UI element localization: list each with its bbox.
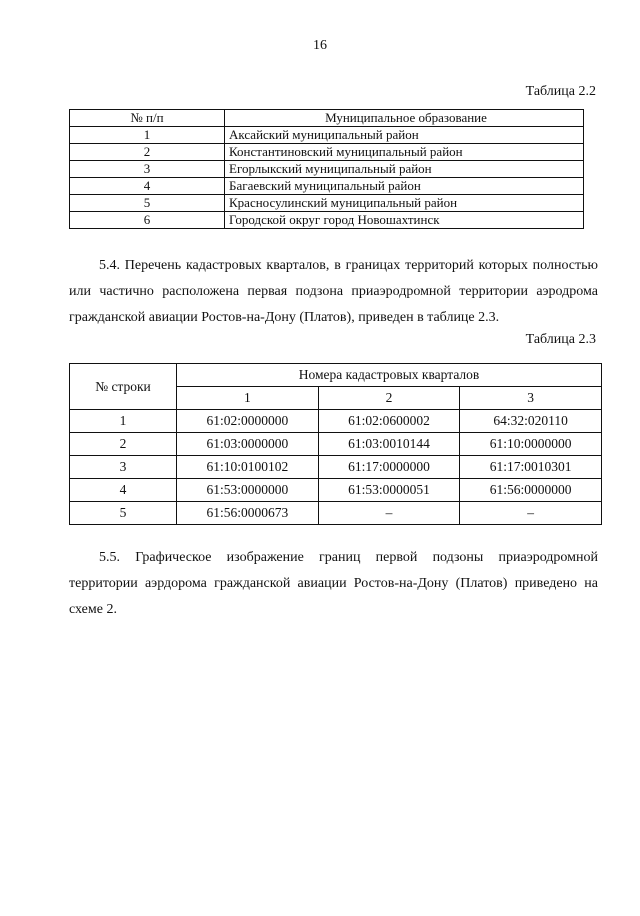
row-num: 5 — [70, 195, 225, 212]
table-row — [70, 502, 602, 525]
table-row — [70, 144, 584, 161]
cadastral-cell: 61:10:0000000 — [460, 433, 602, 456]
cadastral-cell: 61:02:0000000 — [177, 410, 319, 433]
table-2-2-caption: Таблица 2.2 — [525, 84, 596, 99]
row-municipality: Аксайский муниципальный район — [225, 127, 584, 144]
table-row — [70, 212, 584, 229]
row-municipality: Багаевский муниципальный район — [225, 178, 584, 195]
header-col-2: 2 — [318, 387, 460, 410]
header-cadastral-group: Номера кадастровых кварталов — [177, 364, 602, 387]
cadastral-cell: 64:32:020110 — [460, 410, 602, 433]
row-number: 1 — [70, 410, 177, 433]
row-municipality: Константиновский муниципальный район — [225, 144, 584, 161]
cadastral-cell: 61:56:0000673 — [177, 502, 319, 525]
cadastral-cell: 61:02:0600002 — [318, 410, 460, 433]
table-row — [70, 410, 602, 433]
header-row-number: № строки — [70, 364, 177, 410]
row-num: 6 — [70, 212, 225, 229]
cadastral-cell: – — [460, 502, 602, 525]
row-number: 2 — [70, 433, 177, 456]
header-col-1: 1 — [177, 387, 319, 410]
row-number: 4 — [70, 479, 177, 502]
header-num: № п/п — [70, 110, 225, 127]
page-number: 16 — [313, 38, 327, 53]
row-num: 3 — [70, 161, 225, 178]
section-5-5-paragraph: 5.5. Графическое изображение границ первой подзоны приаэродромной территории аэрдорома гражданской авиации Ростов-на-Дону (Платов) приведено на схеме 2. — [69, 550, 598, 617]
row-num: 1 — [70, 127, 225, 144]
header-col-3: 3 — [460, 387, 602, 410]
table-row — [70, 433, 602, 456]
cadastral-cell: 61:53:0000000 — [177, 479, 319, 502]
table-2-3-caption: Таблица 2.3 — [525, 332, 596, 347]
cadastral-cell: 61:10:0100102 — [177, 456, 319, 479]
table-row — [70, 127, 584, 144]
cadastral-cell: 61:03:0010144 — [318, 433, 460, 456]
table-row — [70, 161, 584, 178]
table-row — [70, 456, 602, 479]
header-municipality: Муниципальное образование — [225, 110, 584, 127]
table-row — [70, 178, 584, 195]
table-header-row — [70, 364, 602, 387]
row-municipality: Красносулинский муниципальный район — [225, 195, 584, 212]
cadastral-cell: – — [318, 502, 460, 525]
cadastral-quarters-table — [69, 363, 602, 525]
row-num: 4 — [70, 178, 225, 195]
municipalities-table — [69, 109, 584, 229]
row-num: 2 — [70, 144, 225, 161]
cadastral-cell: 61:17:0010301 — [460, 456, 602, 479]
row-municipality: Егорлыкский муниципальный район — [225, 161, 584, 178]
cadastral-cell: 61:56:0000000 — [460, 479, 602, 502]
cadastral-cell: 61:53:0000051 — [318, 479, 460, 502]
row-municipality: Городской округ город Новошахтинск — [225, 212, 584, 229]
row-number: 3 — [70, 456, 177, 479]
cadastral-cell: 61:17:0000000 — [318, 456, 460, 479]
table-row — [70, 195, 584, 212]
section-5-4-paragraph: 5.4. Перечень кадастровых кварталов, в границах территорий которых полностью или частично расположена первая подзона приаэродромной территории аэродрома гражданской авиации Ростов-на-Дону (Платов), приведен в таблице 2.3. — [69, 258, 598, 325]
row-number: 5 — [70, 502, 177, 525]
cadastral-cell: 61:03:0000000 — [177, 433, 319, 456]
table-row — [70, 479, 602, 502]
table-header-row — [70, 110, 584, 127]
